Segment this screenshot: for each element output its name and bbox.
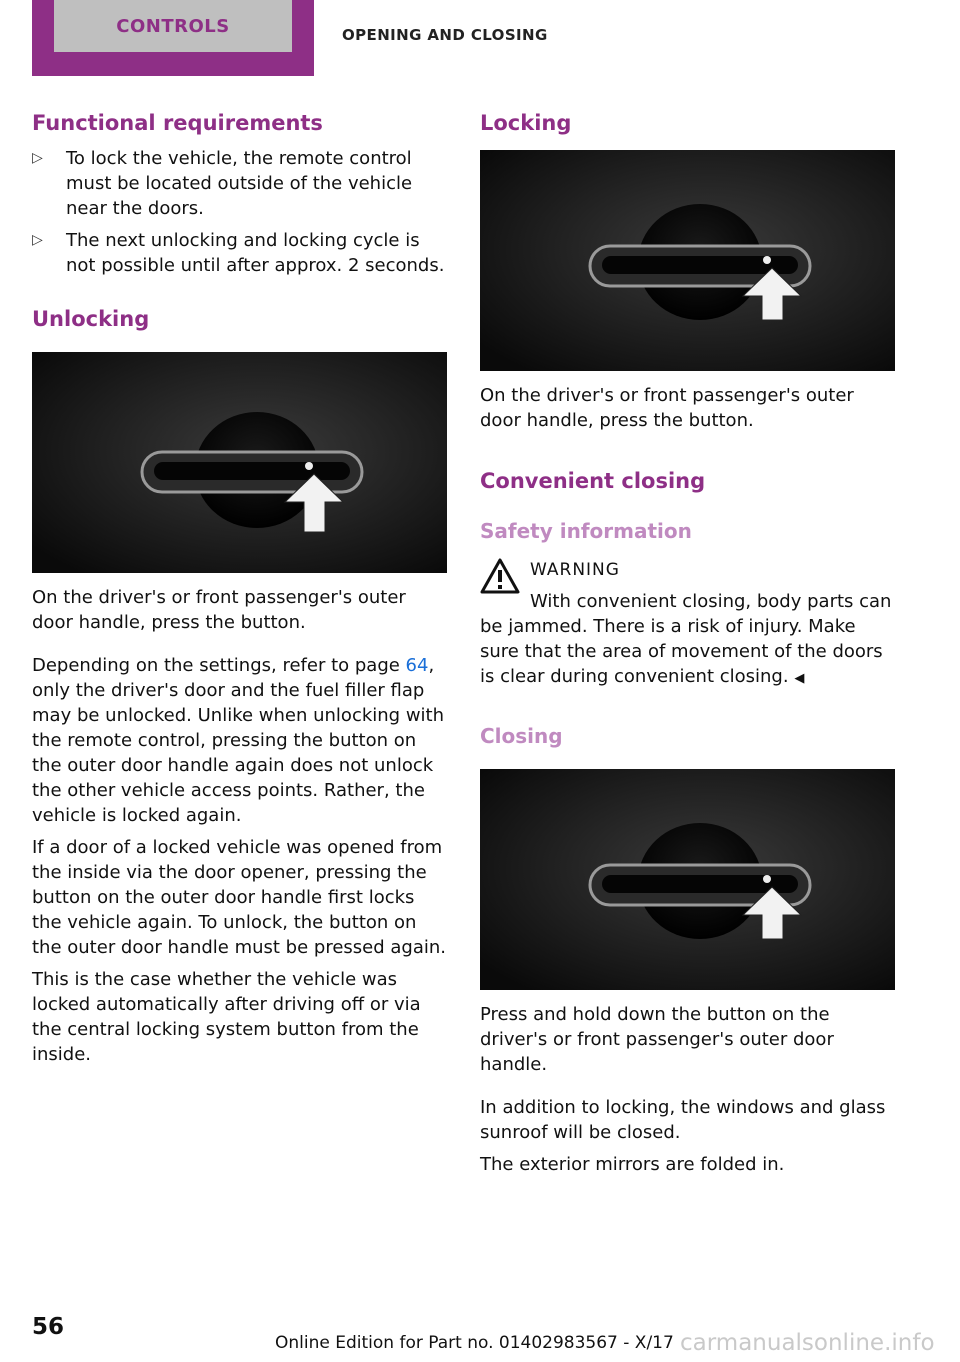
depending-text-start: Depending on the settings, refer to page [32, 655, 406, 676]
end-mark-icon: ◀ [794, 671, 805, 686]
triangle-bullet-icon: ▷ [32, 150, 43, 166]
warning-block [480, 558, 895, 691]
closing-caption: Press and hold down the button on the driver's or front passenger's outer door handle. [480, 1004, 834, 1075]
depending-paragraph [32, 653, 447, 828]
watermark: carmanualsonline.info [680, 1330, 935, 1356]
page-number: 56 [32, 1314, 65, 1340]
unlocking-heading: Unlocking [32, 307, 150, 331]
warning-text [480, 614, 895, 691]
functional-requirements-heading: Functional requirements [32, 111, 323, 135]
warning-title: WARNING [530, 560, 620, 580]
right-column [480, 108, 895, 1177]
mirrors-paragraph: The exterior mirrors are folded in. [480, 1154, 785, 1175]
addition-paragraph: In addition to locking, the windows and glass sunroof will be closed. [480, 1097, 886, 1143]
section-title: OPENING AND CLOSING [342, 26, 548, 44]
warning-first-line: With convenient closing, body parts can [530, 591, 892, 612]
edition-text: Online Edition for Part no. 01402983567 - X/17 [275, 1333, 674, 1353]
case-paragraph: This is the case whether the vehicle was locked automatically after driving off or via the central locking system button from the inside. [32, 969, 421, 1065]
door-handle-illustration [32, 352, 447, 573]
chapter-tab-label: CONTROLS [116, 15, 230, 37]
triangle-bullet-icon: ▷ [32, 232, 43, 248]
door-handle-illustration [480, 150, 895, 371]
warning-text-body: be jammed. There is a risk of injury. Make sure that the area of movement of the doors is clear during convenient closing. [480, 616, 883, 687]
locking-door-handle-image [480, 150, 895, 371]
closing-heading: Closing [480, 724, 563, 748]
locking-caption: On the driver's or front passenger's outer door handle, press the button. [480, 385, 854, 431]
unlocking-door-handle-image [32, 352, 447, 573]
depending-text-end: , only the driver's door and the fuel filler flap may be unlocked. Unlike when unlocking with the remote control, pressing the button on the outer door handle again does not unlock the other vehicle access points. Rather, the vehicle is locked again. [32, 655, 445, 826]
list-item [32, 146, 447, 221]
chapter-tab-inner [54, 0, 292, 52]
door-handle-illustration [480, 769, 895, 990]
closing-door-handle-image [480, 769, 895, 990]
unlocking-caption: On the driver's or front passenger's outer door handle, press the button. [32, 587, 406, 633]
safety-information-heading: Safety information [480, 519, 692, 543]
list-item [32, 228, 447, 278]
list-item-text: To lock the vehicle, the remote control must be located outside of the vehicle near the doors. [66, 148, 413, 219]
chapter-tab [32, 0, 314, 76]
locking-heading: Locking [480, 111, 572, 135]
convenient-closing-heading: Convenient closing [480, 469, 706, 493]
page-64-link[interactable]: 64 [405, 655, 429, 676]
locked-door-paragraph: If a door of a locked vehicle was opened from the inside via the door opener, pressing the button on the outer door handle first locks the vehicle again. To unlock, the button on the outer door handle must be pressed again. [32, 837, 446, 958]
warning-triangle-icon [480, 558, 520, 594]
requirements-list [32, 146, 447, 278]
left-column [32, 108, 447, 1067]
list-item-text: The next unlocking and locking cycle is not possible until after approx. 2 seconds. [66, 230, 445, 276]
